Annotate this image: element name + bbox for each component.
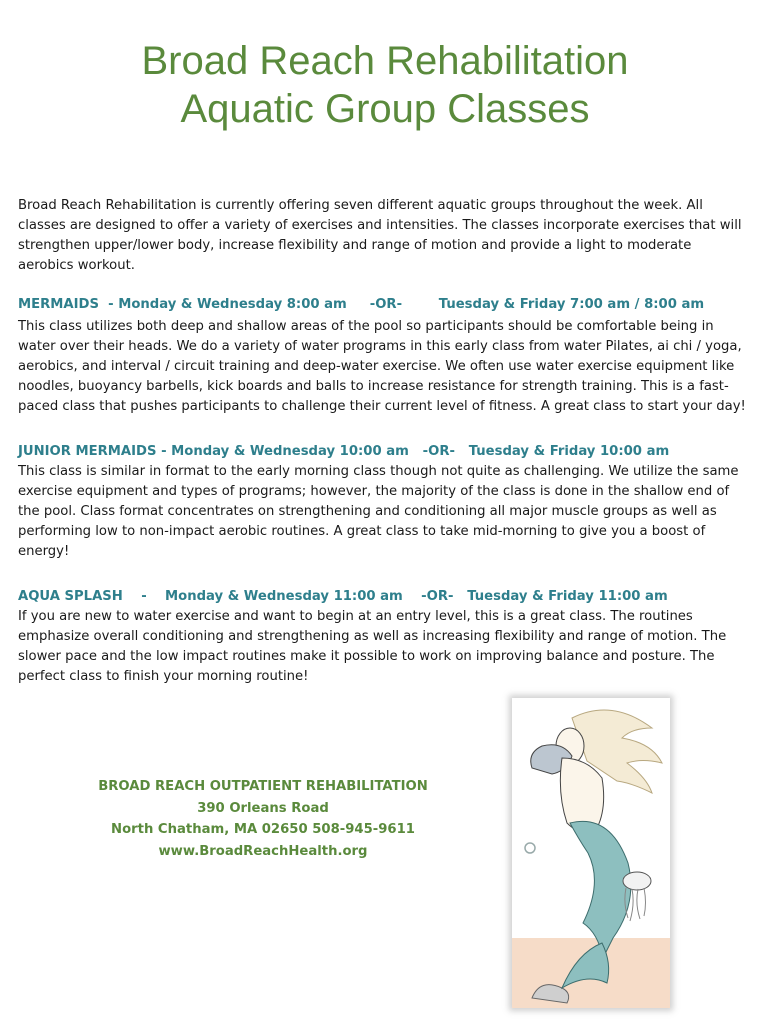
tail-shape bbox=[570, 821, 631, 958]
contact-address: 390 Orleans Road bbox=[197, 800, 329, 816]
class-heading-junior-mermaids: JUNIOR MERMAIDS - Monday & Wednesday 10:00 am -OR- Tuesday & Friday 10:00 am bbox=[18, 444, 670, 459]
jellyfish-shape bbox=[623, 872, 651, 890]
contact-block bbox=[70, 776, 456, 862]
class-heading-aqua-splash: AQUA SPLASH - Monday & Wednesday 11:00 am -OR- Tuesday & Friday 11:00 am bbox=[18, 589, 668, 604]
mermaid-illustration bbox=[512, 698, 670, 1008]
contact-name: BROAD REACH OUTPATIENT REHABILITATION bbox=[98, 779, 428, 794]
class-description-mermaids: This class utilizes both deep and shallow areas of the pool so participants should be comfortable being in water over their heads. We do a variety of water programs in this early class from water Pilates, ai chi / yoga, aerobics, and interval / circuit training and deep-water exercise. We often use water exercise equipment like noodles, buoyancy barbells, kick boards and balls to increase resistance for strength training. This is a fast-paced class that pushes participants to challenge their current level of fitness. A great class to start your day! bbox=[18, 319, 746, 414]
class-description-junior-mermaids: This class is similar in format to the early morning class though not quite as challenging. We utilize the same exercise equipment and types of programs; however, the majority of the class is done in the shallow end of the pool. Class format concentrates on strengthening and conditioning all major muscle groups as well as performing low to non-impact aerobic routines. A great class to take mid-morning to give you a boost of energy! bbox=[18, 464, 739, 559]
page-subtitle: Aquatic Group Classes bbox=[180, 87, 590, 131]
contact-city-phone: North Chatham, MA 02650 508-945-9611 bbox=[111, 822, 415, 837]
class-heading-mermaids: MERMAIDS - Monday & Wednesday 8:00 am -OR- Tuesday & Friday 7:00 am / 8:00 am bbox=[18, 297, 705, 312]
bubble-shape bbox=[525, 843, 535, 853]
mermaid-drawing bbox=[512, 698, 670, 1008]
contact-website[interactable]: www.BroadReachHealth.org bbox=[158, 843, 368, 859]
intro-paragraph: Broad Reach Rehabilitation is currently offering seven different aquatic groups throughout the week. All classes are designed to offer a variety of exercises and intensities. The classes incorporate exercises that will strengthen upper/lower body, increase flexibility and range of motion and provide a light to moderate aerobics workout. bbox=[18, 198, 742, 273]
page-title: Broad Reach Rehabilitation bbox=[141, 39, 629, 83]
class-description-aqua-splash: If you are new to water exercise and want to begin at an entry level, this is a great class. The routines emphasize overall conditioning and strengthening as well as increasing flexibility and range of motion. The slower pace and the low impact routines make it possible to work on improving balance and posture. The perfect class to finish your morning routine! bbox=[18, 609, 727, 684]
